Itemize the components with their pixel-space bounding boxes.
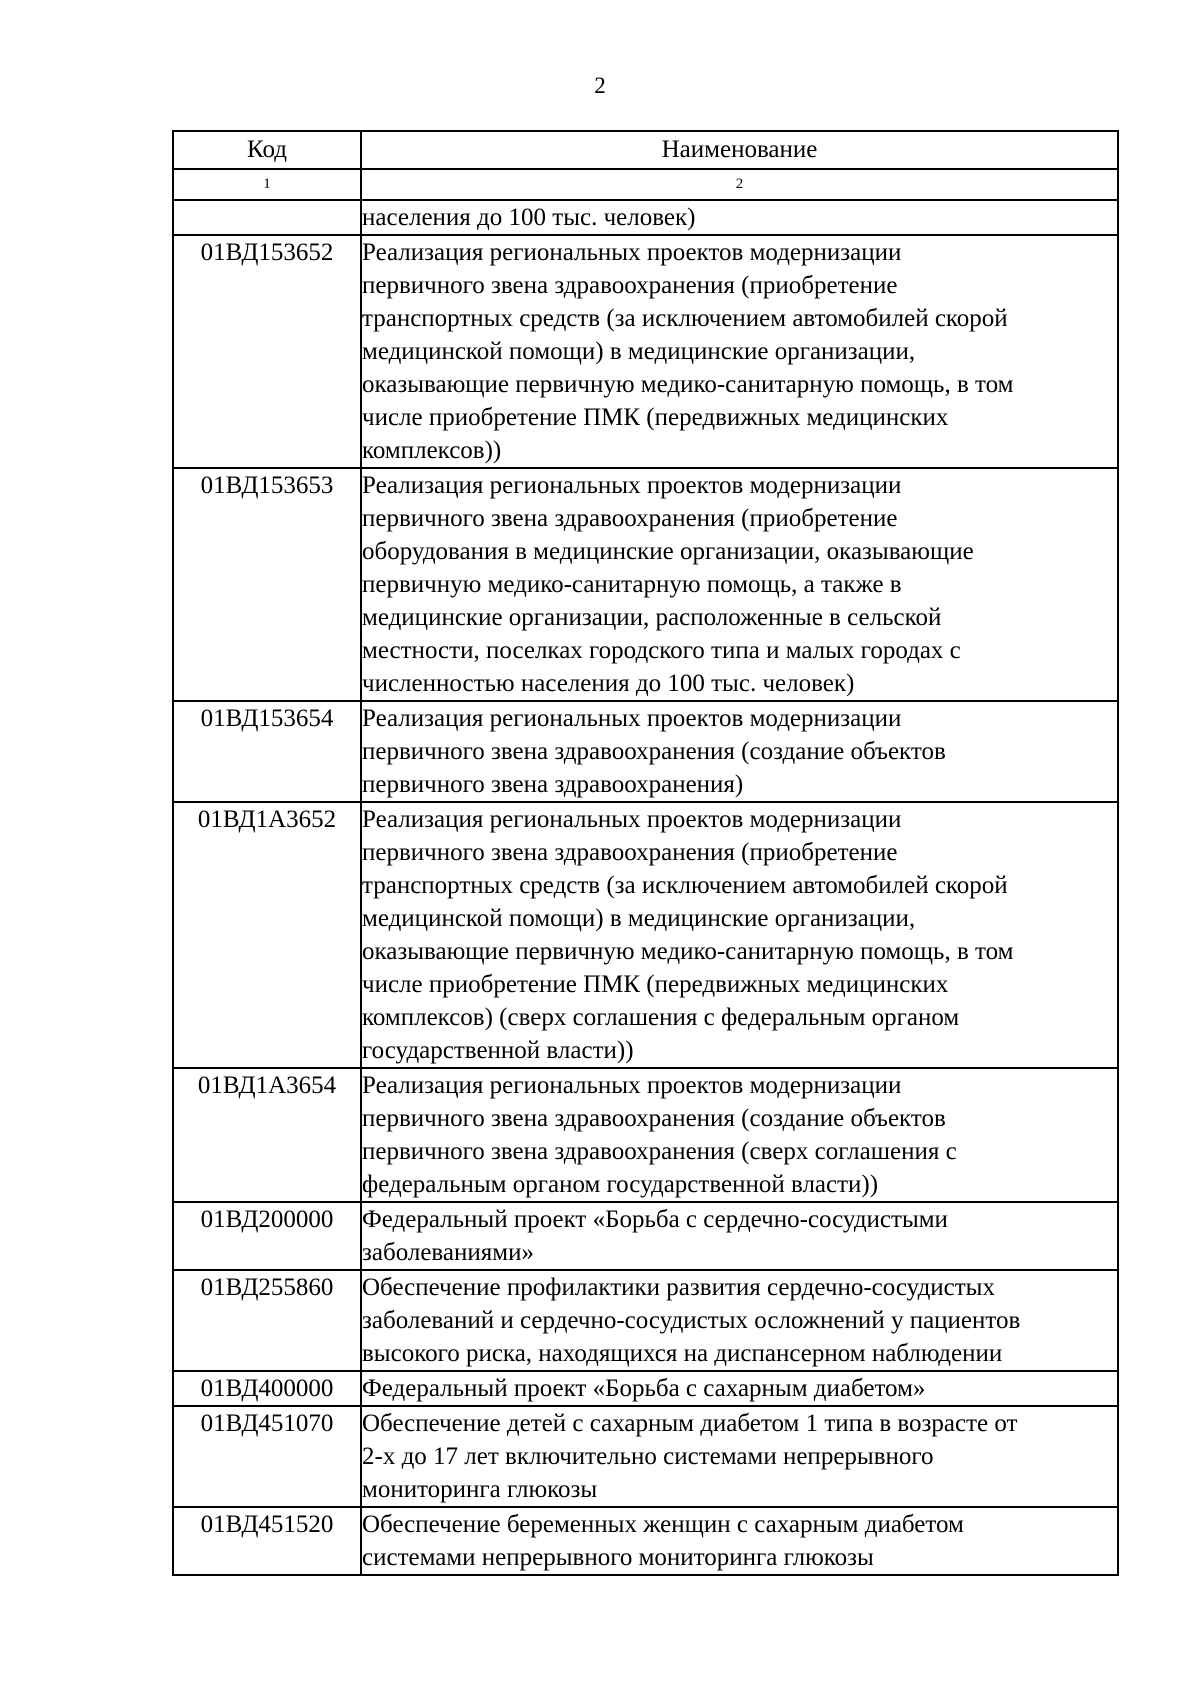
row-name: [361, 1202, 1118, 1270]
row-name-line: населения до 100 тыс. человек): [362, 204, 696, 231]
row-name: [361, 200, 1118, 235]
row-name-line: комплексов)): [362, 437, 502, 464]
page-number: 2: [594, 73, 606, 98]
row-name-line: медицинской помощи) в медицинские организации,: [362, 905, 916, 932]
row-name-line: числе приобретение ПМК (передвижных медицинских: [362, 404, 949, 431]
row-name-line: местности, поселках городского типа и малых городах с: [362, 637, 961, 664]
row-name-line: первичного звена здравоохранения (создание объектов: [362, 1105, 946, 1132]
row-name-line: числе приобретение ПМК (передвижных медицинских: [362, 971, 949, 998]
row-name-line: системами непрерывного мониторинга глюкозы: [362, 1544, 874, 1571]
row-name-line: Федеральный проект «Борьба с сердечно-сосудистыми: [362, 1206, 948, 1233]
table-row: [173, 468, 1118, 701]
row-name-line: Федеральный проект «Борьба с сахарным диабетом»: [362, 1375, 926, 1402]
row-code: 01ВД1А3654: [173, 1068, 361, 1202]
row-name-line: медицинские организации, расположенные в сельской: [362, 604, 942, 631]
row-name-line: высокого риска, находящихся на диспансерном наблюдении: [362, 1340, 1003, 1367]
row-name-line: первичного звена здравоохранения (приобретение: [362, 839, 898, 866]
row-name-line: транспортных средств (за исключением автомобилей скорой: [362, 872, 1008, 899]
row-name-line: заболеваниями»: [362, 1239, 534, 1266]
row-name: [361, 1507, 1118, 1575]
row-name-line: первичного звена здравоохранения (сверх соглашения с: [362, 1138, 957, 1165]
row-name-line: Реализация региональных проектов модернизации: [362, 1072, 902, 1099]
table-row: [173, 1270, 1118, 1371]
row-code: 01ВД1А3652: [173, 802, 361, 1068]
row-name-line: Реализация региональных проектов модернизации: [362, 705, 902, 732]
row-name: [361, 1270, 1118, 1371]
row-name-line: Обеспечение беременных женщин с сахарным диабетом: [362, 1511, 964, 1538]
row-code: 01ВД153654: [173, 701, 361, 802]
column-number-row: [173, 169, 1118, 200]
codes-table: [172, 130, 1119, 1576]
table-row: [173, 200, 1118, 235]
column-number-name: 2: [361, 169, 1118, 200]
header-name: Наименование: [361, 131, 1118, 169]
row-name-line: первичную медико-санитарную помощь, а также в: [362, 571, 902, 598]
row-name-line: комплексов) (сверх соглашения с федеральным органом: [362, 1004, 960, 1031]
row-code: 01ВД400000: [173, 1371, 361, 1406]
row-name-line: государственной власти)): [362, 1037, 634, 1064]
row-name-line: мониторинга глюкозы: [362, 1476, 598, 1503]
row-name-line: первичного звена здравоохранения (создание объектов: [362, 738, 946, 765]
row-name-line: транспортных средств (за исключением автомобилей скорой: [362, 305, 1008, 332]
row-code: 01ВД451520: [173, 1507, 361, 1575]
table-row: [173, 1371, 1118, 1406]
row-name-line: 2-х до 17 лет включительно системами непрерывного: [362, 1443, 934, 1470]
row-name-line: федеральным органом государственной власти)): [362, 1171, 879, 1198]
table-row: [173, 1202, 1118, 1270]
row-name-line: оказывающие первичную медико-санитарную помощь, в том: [362, 938, 1014, 965]
row-name: [361, 1068, 1118, 1202]
table-body: [173, 200, 1118, 1575]
row-code: [173, 200, 361, 235]
column-number-code: 1: [173, 169, 361, 200]
row-name-line: численностью населения до 100 тыс. человек): [362, 670, 855, 697]
row-name-line: первичного звена здравоохранения (приобретение: [362, 272, 898, 299]
table-row: [173, 1406, 1118, 1507]
row-name: [361, 1406, 1118, 1507]
table-row: [173, 802, 1118, 1068]
table-row: [173, 1507, 1118, 1575]
header-code: Код: [173, 131, 361, 169]
row-name-line: медицинской помощи) в медицинские организации,: [362, 338, 916, 365]
row-code: 01ВД451070: [173, 1406, 361, 1507]
header-row: [173, 131, 1118, 169]
row-name-line: заболеваний и сердечно-сосудистых осложнений у пациентов: [362, 1307, 1021, 1334]
row-name-line: первичного звена здравоохранения): [362, 771, 744, 798]
table-row: [173, 701, 1118, 802]
row-code: 01ВД153652: [173, 235, 361, 468]
row-name: [361, 235, 1118, 468]
row-name-line: Реализация региональных проектов модернизации: [362, 239, 902, 266]
row-name-line: первичного звена здравоохранения (приобретение: [362, 505, 898, 532]
table-row: [173, 1068, 1118, 1202]
row-name-line: Обеспечение профилактики развития сердечно-сосудистых: [362, 1274, 995, 1301]
row-name: [361, 468, 1118, 701]
row-code: 01ВД200000: [173, 1202, 361, 1270]
row-name-line: Обеспечение детей с сахарным диабетом 1 типа в возрасте от: [362, 1410, 1018, 1437]
row-code: 01ВД153653: [173, 468, 361, 701]
row-name: [361, 701, 1118, 802]
row-code: 01ВД255860: [173, 1270, 361, 1371]
row-name: [361, 1371, 1118, 1406]
row-name-line: Реализация региональных проектов модернизации: [362, 806, 902, 833]
row-name-line: Реализация региональных проектов модернизации: [362, 472, 902, 499]
row-name-line: оборудования в медицинские организации, оказывающие: [362, 538, 974, 565]
row-name: [361, 802, 1118, 1068]
row-name-line: оказывающие первичную медико-санитарную помощь, в том: [362, 371, 1014, 398]
table-row: [173, 235, 1118, 468]
